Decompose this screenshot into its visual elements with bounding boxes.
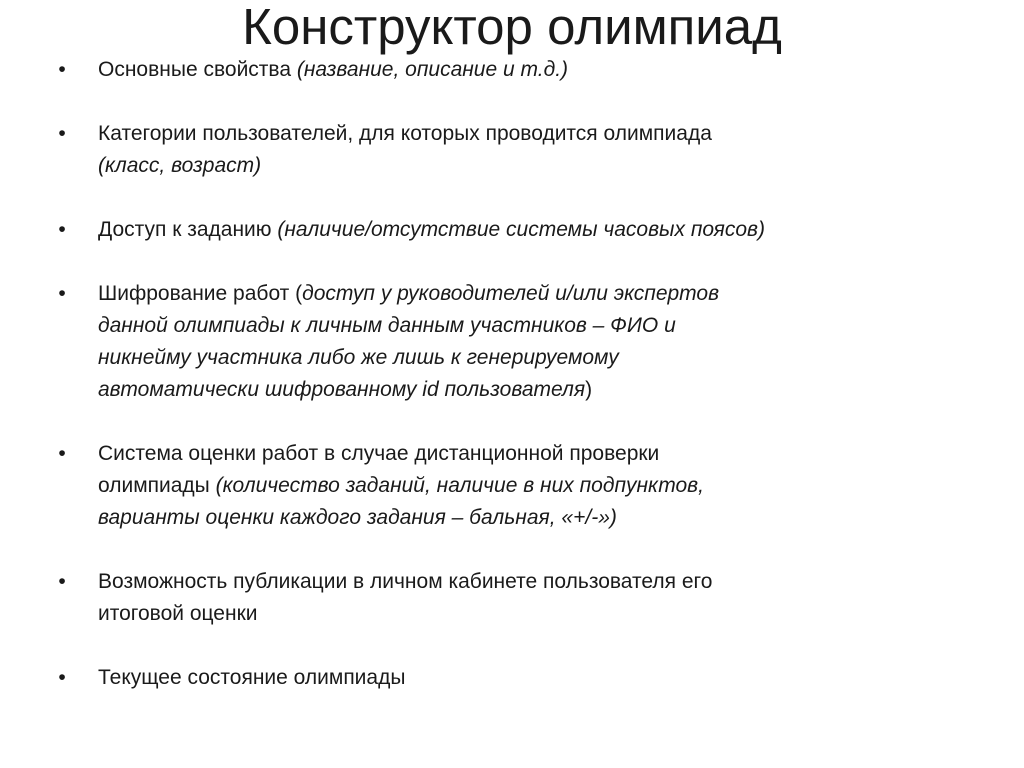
bullet-item-properties: [55, 54, 995, 86]
bullet-text-line-1: Возможность публикации в личном кабинете пользователя его: [98, 570, 713, 593]
bullet-item-status: [55, 662, 995, 694]
bullet-note-line-3: никнейму участника либо же лишь к генерируемому: [98, 346, 619, 369]
bullet-icon: •: [58, 282, 66, 305]
bullet-note-line-4: автоматически шифрованному id пользователя: [98, 378, 586, 401]
bullet-text-line-2: олимпиады: [98, 474, 216, 497]
bullet-text: Текущее состояние олимпиады: [98, 666, 406, 689]
bullet-icon: •: [58, 218, 66, 241]
bullet-icon: •: [58, 570, 66, 593]
bullet-note: (класс, возраст): [98, 154, 262, 177]
slide-title: Конструктор олимпиад: [242, 0, 782, 55]
bullet-text: Основные свойства: [98, 58, 297, 81]
bullet-text: Доступ к заданию: [98, 218, 278, 241]
bullet-text: Шифрование работ (: [98, 282, 303, 305]
bullet-note-line-3: варианты оценки каждого задания – бальная, «+/-»): [98, 506, 617, 529]
bullet-item-access: [55, 214, 995, 246]
bullet-icon: •: [58, 666, 66, 689]
bullet-icon: •: [58, 58, 66, 81]
bullet-item-publication: [55, 566, 995, 630]
bullet-closing: ): [585, 378, 593, 401]
bullet-icon: •: [58, 122, 66, 145]
bullet-note: (название, описание и т.д.): [296, 58, 569, 81]
bullet-icon: •: [58, 442, 66, 465]
bullet-text-line-2: итоговой оценки: [98, 602, 258, 625]
bullet-note-line-1: доступ у руководителей и/или экспертов: [302, 282, 720, 305]
bullet-text-line-1: Система оценки работ в случае дистанционной проверки: [98, 442, 660, 465]
bullet-text: Категории пользователей, для которых проводится олимпиада: [98, 122, 712, 145]
bullet-list: [55, 54, 995, 694]
bullet-item-categories: [55, 118, 995, 182]
bullet-item-grading: [55, 438, 995, 534]
bullet-note-line-2: данной олимпиады к личным данным участников – ФИО и: [98, 314, 676, 337]
bullet-note-line-2: (количество заданий, наличие в них подпунктов,: [215, 474, 704, 497]
bullet-item-encryption: [55, 278, 995, 406]
bullet-note: (наличие/отсутствие системы часовых поясов): [277, 218, 765, 241]
